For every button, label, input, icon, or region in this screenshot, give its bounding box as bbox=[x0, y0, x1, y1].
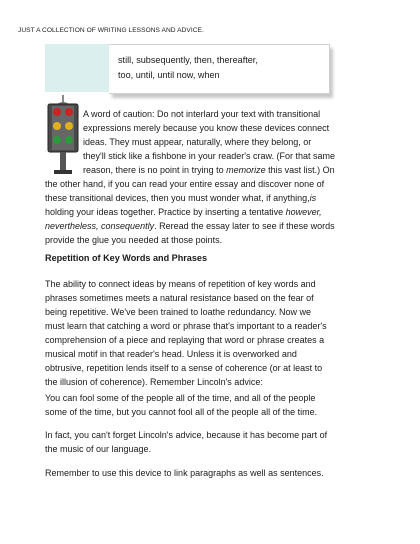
text-line: comprehension of a piece and replaying that word or phrase creates a bbox=[45, 335, 325, 345]
page-header: JUST A COLLECTION OF WRITING LESSONS AND ADVICE. bbox=[18, 27, 204, 34]
text-line: The ability to connect ideas by means of repetition of key words and bbox=[45, 279, 316, 289]
text-line: must learn that catching a word or phrase that's important to a reader's bbox=[45, 321, 327, 331]
text-line: the illusion of coherence). Remember Lincoln's advice: bbox=[45, 377, 263, 387]
text-line: holding your ideas together. Practice by inserting a tentative however, bbox=[45, 207, 322, 217]
table-words-cell bbox=[109, 44, 330, 94]
traffic-light-icon bbox=[47, 95, 79, 175]
transition-word-table bbox=[45, 44, 293, 94]
text-line: reason, there is no point in trying to memorize this vast list.) On bbox=[83, 165, 335, 175]
text-line: phrases sometimes meets a natural resistance based on the fear of bbox=[45, 293, 314, 303]
text-line: Remember to use this device to link paragraphs as well as sentences. bbox=[45, 468, 324, 478]
text-line: provide the glue you needed at those points. bbox=[45, 235, 223, 245]
section-heading: Repetition of Key Words and Phrases bbox=[45, 253, 208, 263]
text-line: they'll stick like a fishbone in your reader's craw. (For that same bbox=[83, 151, 336, 161]
text-line: nevertheless, consequently. Reread the essay later to see if these words bbox=[45, 221, 335, 231]
table-words-line: still, subsequently, then, thereafter, bbox=[118, 55, 258, 65]
text-line: You can fool some of the people all of the time, and all of the people bbox=[45, 393, 316, 403]
text-line: some of the time, but you cannot fool all of the people all of the time. bbox=[45, 407, 318, 417]
text-line: the other hand, if you can read your entire essay and discover none of bbox=[45, 179, 325, 189]
text-line: expressions merely because you know these devices connect bbox=[83, 123, 330, 133]
text-line: being repetitive. We've been trained to loathe redundancy. Now we bbox=[45, 307, 312, 317]
text-line: obtrusive, repetition lends itself to a sense of coherence (or at least to bbox=[45, 363, 323, 373]
text-line: musical motif in that reader's head. Unless it is overworked and bbox=[45, 349, 297, 359]
table-label-cell bbox=[45, 44, 110, 92]
text-line: the music of our language. bbox=[45, 444, 152, 454]
text-line: In fact, you can't forget Lincoln's advice, because it has become part of bbox=[45, 430, 328, 440]
text-line: ideas. They must appear, naturally, where they belong, or bbox=[83, 137, 312, 147]
text-line: these transitional devices, then you must wonder what, if anything,is bbox=[45, 193, 317, 203]
text-line: A word of caution: Do not interlard your text with transitional bbox=[83, 109, 321, 119]
table-words-line: too, until, until now, when bbox=[118, 70, 220, 80]
